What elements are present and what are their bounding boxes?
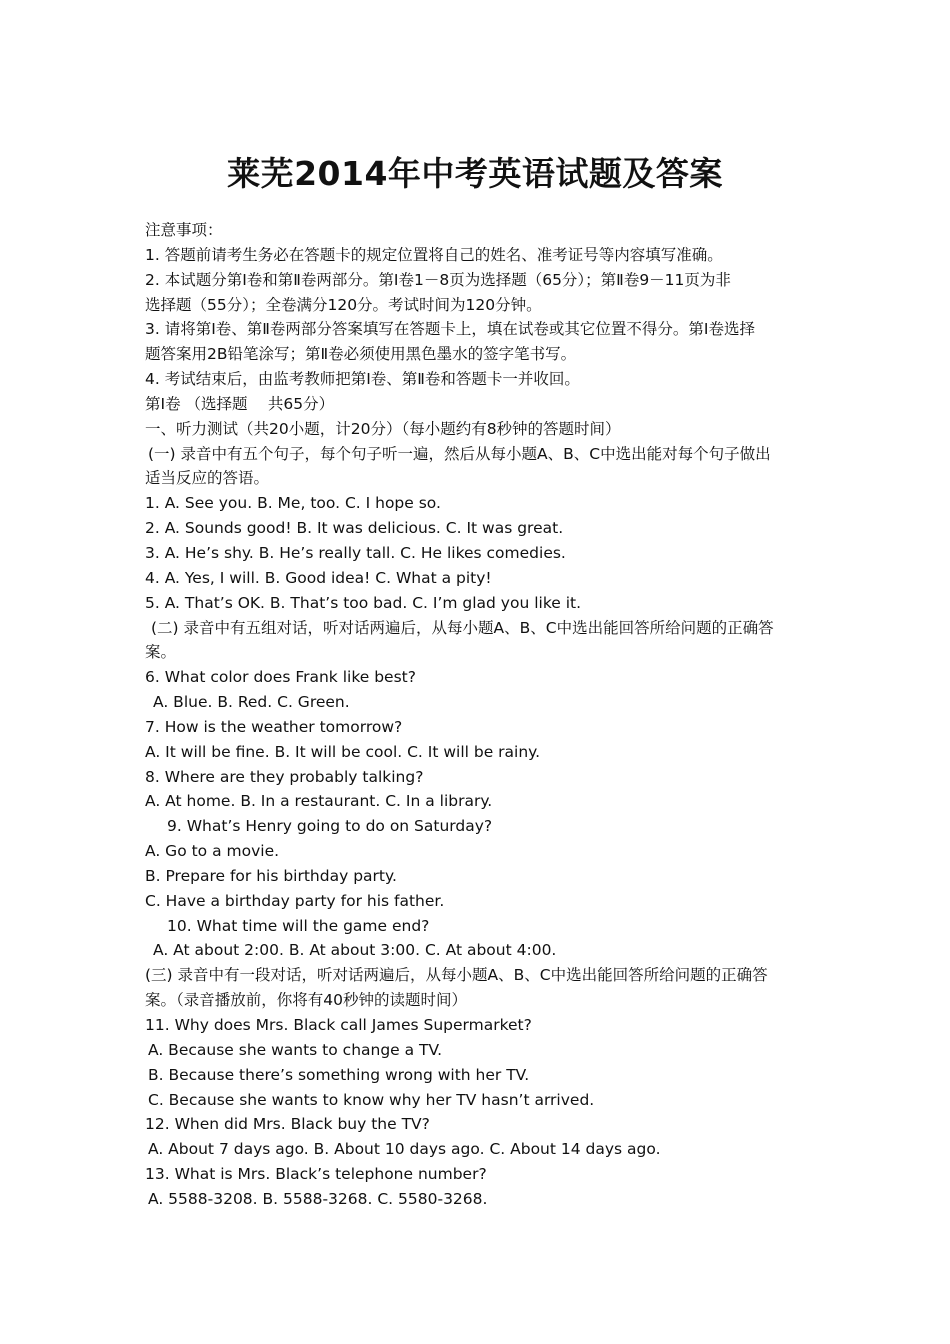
question-line: 3. A. He’s shy. B. He’s really tall. C. He likes comedies. <box>145 543 566 562</box>
part-instruction: (二) 录音中有五组对话，听对话两遍后，从每小题A、B、C中选出能回答所给问题的正确答 <box>151 618 774 637</box>
exam-body <box>145 218 810 1212</box>
question-options: A. At about 2:00. B. At about 3:00. C. At about 4:00. <box>153 941 557 960</box>
question-stem: 11. Why does Mrs. Black call James Supermarket? <box>145 1016 532 1034</box>
question-stem: 6. What color does Frank like best? <box>145 668 416 687</box>
question-stem: 12. When did Mrs. Black buy the TV? <box>145 1115 430 1134</box>
question-line: 5. A. That’s OK. B. That’s too bad. C. I’m glad you like it. <box>145 593 582 612</box>
question-option: A. Because she wants to change a TV. <box>148 1040 443 1059</box>
notice-item: 3. 请将第Ⅰ卷、第Ⅱ卷两部分答案填写在答题卡上，填在试卷或其它位置不得分。第Ⅰ卷选择 <box>145 320 755 339</box>
part-instruction-continued: 适当反应的答语。 <box>145 469 270 488</box>
question-stem: 9. What’s Henry going to do on Saturday? <box>167 817 493 836</box>
part-heading: 一、听力测试（共20小题，计20分）（每小题约有8秒钟的答题时间） <box>145 419 621 438</box>
question-option: B. Because there’s something wrong with her TV. <box>148 1065 530 1084</box>
part-instruction-continued: 案。（录音播放前，你将有40秒钟的读题时间） <box>145 991 467 1010</box>
question-line: 4. A. Yes, I will. B. Good idea! C. What a pity! <box>145 568 492 587</box>
question-options: A. At home. B. In a restaurant. C. In a library. <box>145 792 493 811</box>
notice-item-continued: 题答案用2B铅笔涂写；第Ⅱ卷必须使用黑色墨水的签字笔书写。 <box>145 345 577 364</box>
part-instruction-continued: 案。 <box>145 643 177 662</box>
question-option: C. Because she wants to know why her TV hasn’t arrived. <box>148 1090 595 1109</box>
question-line: 2. A. Sounds good! B. It was delicious. C. It was great. <box>145 519 564 538</box>
notice-item-continued: 选择题（55分）；全卷满分120分。考试时间为120分钟。 <box>145 295 542 314</box>
notice-heading: 注意事项： <box>145 221 223 239</box>
question-options: A. Blue. B. Red. C. Green. <box>153 693 350 712</box>
part-instruction: (一) 录音中有五个句子，每个句子听一遍，然后从每小题A、B、C中选出能对每个句子做出 <box>148 444 771 463</box>
question-option: A. Go to a movie. <box>145 842 280 861</box>
question-line: 1. A. See you. B. Me, too. C. I hope so. <box>145 494 441 513</box>
question-options: A. 5588-3208. B. 5588-3268. C. 5580-3268. <box>148 1189 488 1208</box>
page-title: 莱芜2014年中考英语试题及答案 <box>227 154 723 193</box>
notice-item: 1. 答题前请考生务必在答题卡的规定位置将自己的姓名、准考证号等内容填写准确。 <box>145 245 723 264</box>
question-stem: 7. How is the weather tomorrow? <box>145 717 403 736</box>
notice-item: 4. 考试结束后，由监考教师把第Ⅰ卷、第Ⅱ卷和答题卡一并收回。 <box>145 370 580 389</box>
notice-item: 2. 本试题分第Ⅰ卷和第Ⅱ卷两部分。第Ⅰ卷1－8页为选择题（65分）；第Ⅱ卷9－11页为非 <box>145 270 731 289</box>
part-instruction: (三) 录音中有一段对话，听对话两遍后，从每小题A、B、C中选出能回答所给问题的正确答 <box>145 966 768 985</box>
question-option: B. Prepare for his birthday party. <box>145 866 397 885</box>
question-options: A. About 7 days ago. B. About 10 days ago. C. About 14 days ago. <box>148 1140 661 1159</box>
question-stem: 8. Where are they probably talking? <box>145 767 424 786</box>
section-heading: 第Ⅰ卷 （选择题 共65分） <box>145 394 335 413</box>
question-option: C. Have a birthday party for his father. <box>145 891 445 910</box>
question-stem: 13. What is Mrs. Black’s telephone number? <box>145 1165 487 1184</box>
question-stem: 10. What time will the game end? <box>167 916 430 935</box>
question-options: A. It will be fine. B. It will be cool. C. It will be rainy. <box>145 742 541 761</box>
